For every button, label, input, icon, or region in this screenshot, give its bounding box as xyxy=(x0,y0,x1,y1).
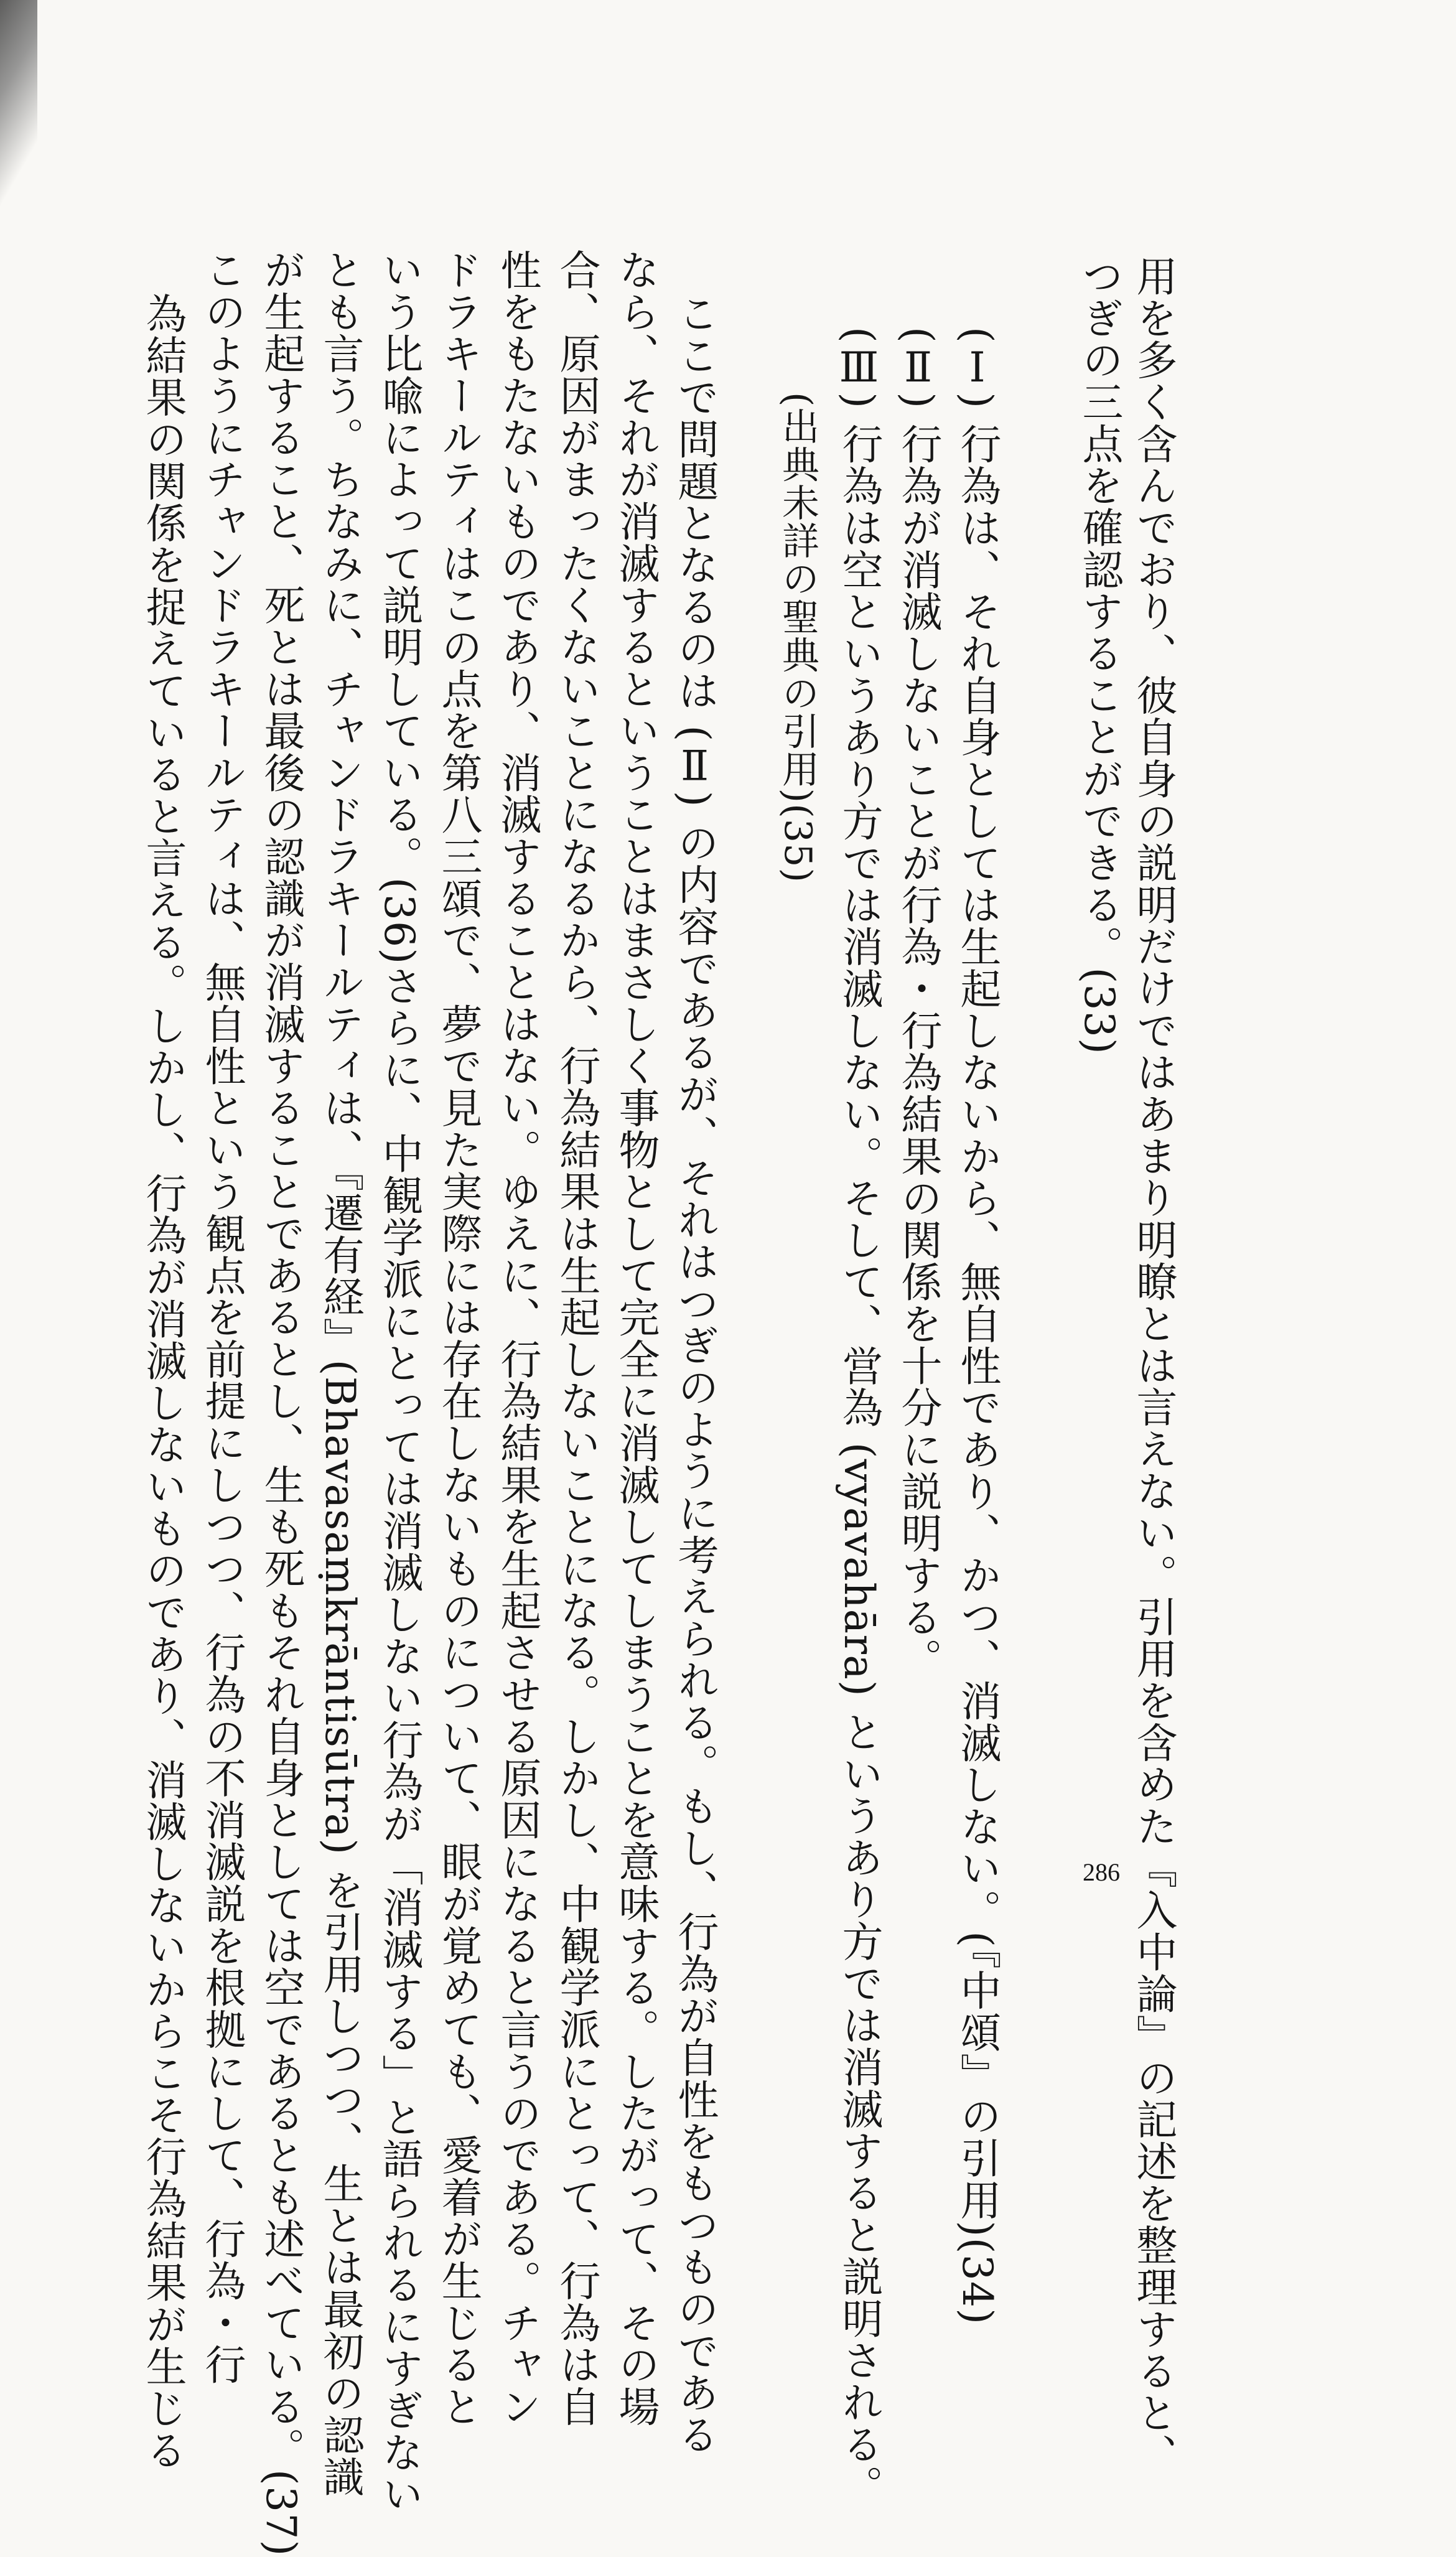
text-line-10: 性をもたないものであり、消滅することはない。ゆえに、行為結果を生起させる原因になると言うのである。チャン xyxy=(493,249,541,2428)
text-line-8: なら、それが消滅するということはまさしく事物として完全に消滅してしまうことを意味する。したがって、その場 xyxy=(612,249,660,2428)
point-2: (Ⅱ) 行為が消滅しないことが行為・行為結果の関係を十分に説明する。 xyxy=(894,327,942,1680)
text-line-16: 為結果の関係を捉えていると言える。しかし、行為が消滅しないものであり、消滅しないからこそ行為結果が生じる xyxy=(139,292,187,2471)
text-line-7: ここで問題となるのは (Ⅱ) の内容であるが、それはつぎのように考えられる。もし、行為が自性をもつものである xyxy=(671,292,719,2456)
text-line-13: とも言う。ちなみに、チャンドラキールティは、『遷有経』(Bhavasaṃkrāntisūtra) を引用しつつ、生とは最初の認識 xyxy=(316,249,364,2498)
text-line-15: このようにチャンドラキールティは、無自性という観点を前提にしつつ、行為の不消滅説を根拠にして、行為・行 xyxy=(198,249,246,2386)
scan-shadow xyxy=(0,0,37,212)
text-line-11: ドラキールティはこの点を第八三頌で、夢で見た実際には存在しないものについて、眼が覚めても、愛着が生じると xyxy=(434,249,482,2428)
text-line-12: いう比喩によって説明している。(36)さらに、中観学派にとっては消滅しない行為が「消滅する」と語られるにすぎない xyxy=(375,249,423,2515)
text-line-1: 用を多く含んでおり、彼自身の説明だけではあまり明瞭とは言えない。引用を含めた『入中論』の記述を整理すると、 xyxy=(1129,255,1177,2475)
page-number: 286 xyxy=(1083,1858,1120,1886)
point-3: (Ⅲ) 行為は空というあり方では消滅しない。そして、営為 (vyavahāra) というあり方では消滅すると説明される。 xyxy=(835,327,883,2507)
text-line-9: 合、原因がまったくないことになるから、行為結果は生起しないことになる。しかし、中観学派にとって、行為は自 xyxy=(553,249,600,2428)
point-1: (Ⅰ) 行為は、それ自身としては生起しないから、無自性であり、かつ、消滅しない。(『中頌』の引用)(34) xyxy=(953,327,1001,2326)
text-line-14: が生起すること、死とは最後の認識が消滅することであるとし、生も死もそれ自身としては空であるとも述べている。(37) xyxy=(257,249,305,2557)
point-3-note: (出典未詳の聖典の引用)(35) xyxy=(776,392,819,884)
text-line-2: つぎの三点を確認することができる。(33) xyxy=(1075,255,1123,1055)
